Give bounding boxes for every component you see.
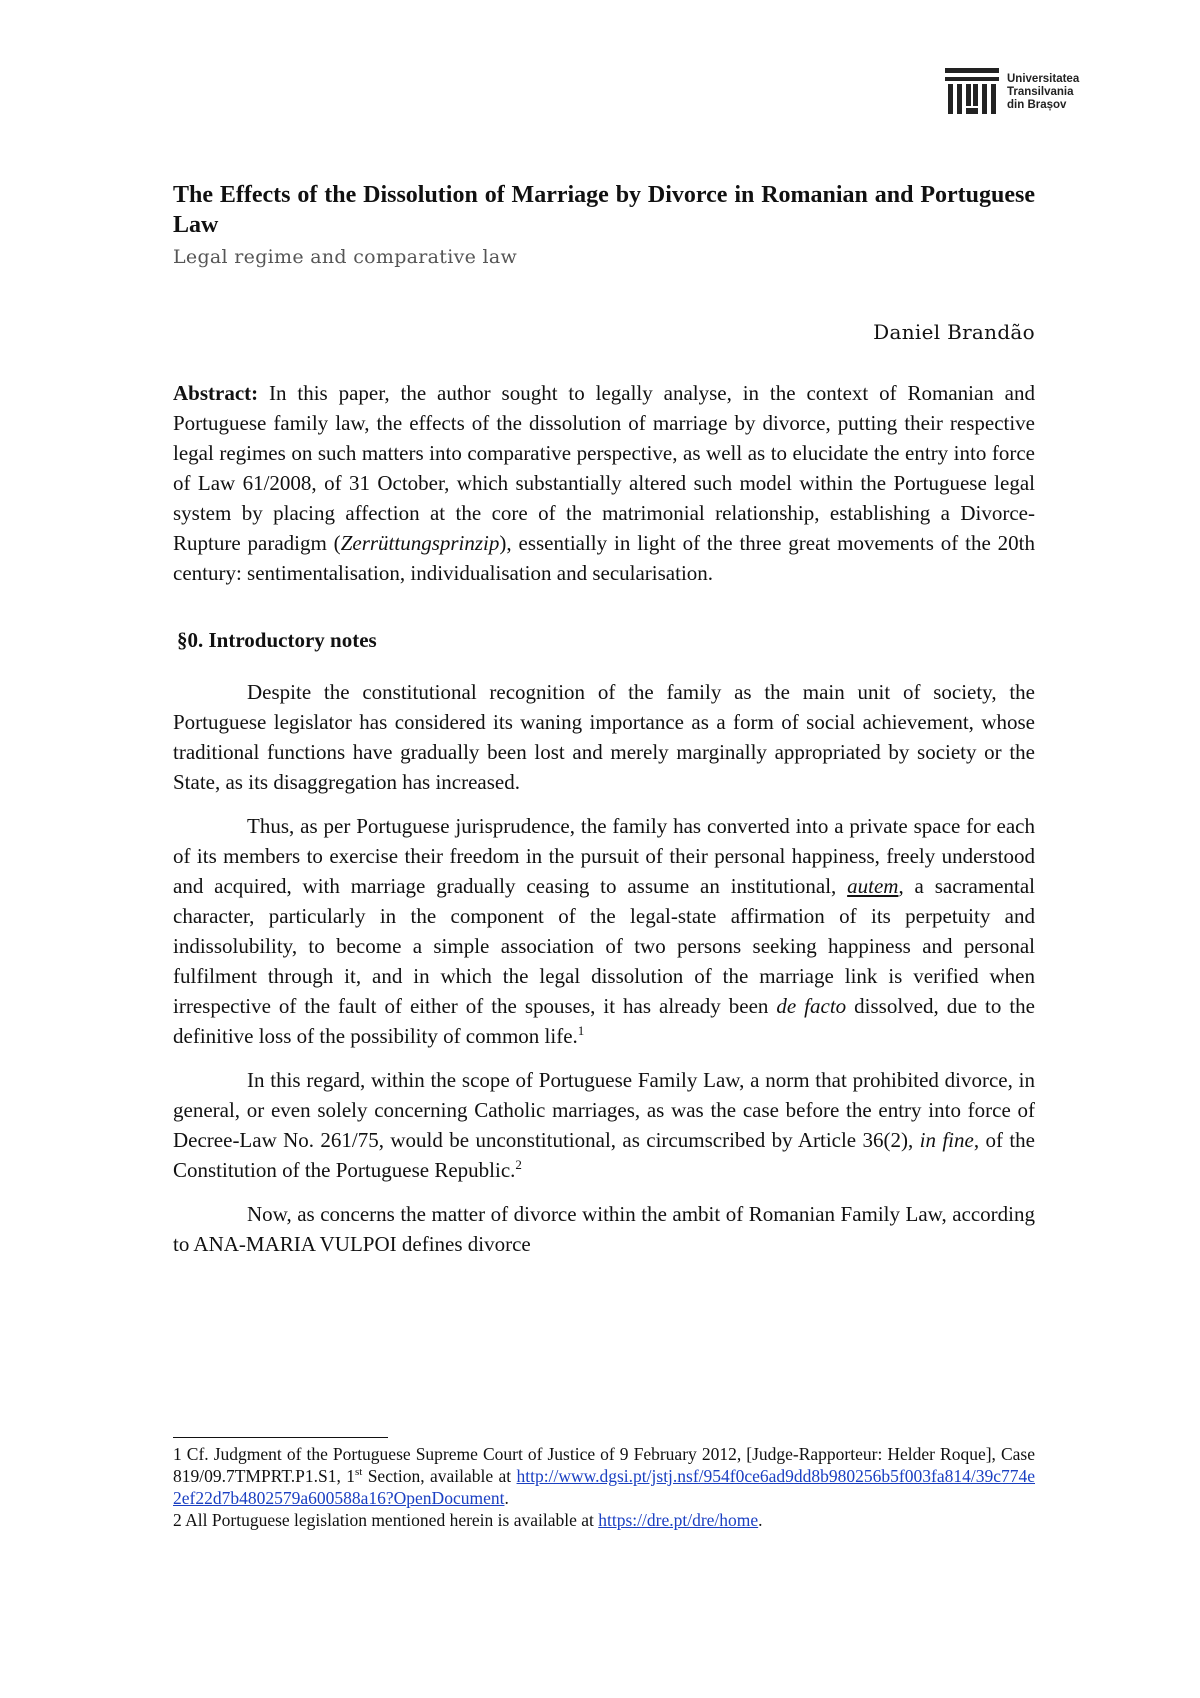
footnote-2-link[interactable]: https://dre.pt/dre/home [598, 1510, 759, 1530]
footnote-2: 2 All Portuguese legislation mentioned herein is available at https://dre.pt/dre/home. [173, 1510, 763, 1530]
footnote-1: 1 Cf. Judgment of the Portuguese Supreme Court of Justice of 9 February 2012, [Judge-Rapporteur: Helder Roque], Case 819/09.7TMPRT.P1.S1, 1st Section, available at http://www.dgsi.pt/jstj.nsf/954f0ce6ad9dd8b980256b5f003fa814/39c774e2ef22d7b4802579a600588a16?OpenDocument. [173, 1444, 1035, 1508]
abstract-label: Abstract: [173, 381, 259, 405]
paragraph-2: Thus, as per Portuguese jurisprudence, the family has converted into a private space for each of its members to exercise their freedom in the pursuit of their personal happiness, freely understood and acquired, with marriage gradually ceasing to assume an institutional, autem, a sacramental character, particularly in the component of the legal-state affirmation of its perpetuity and indissolubility, to become a simple association of two persons seeking happiness and personal fulfilment through it, and in which the legal dissolution of the marriage link is verified when irrespective of the fault of either of the spouses, it has already been de facto dissolved, due to the definitive loss of the possibility of common life.$^1$ [173, 814, 1035, 1048]
document-body [173, 180, 1035, 1259]
paragraph-1: Despite the constitutional recognition of the family as the main unit of society, the Portuguese legislator has considered its waning importance as a form of social achievement, whose traditional functions have gradually been lost and merely marginally appropriated by society or the State, as its disaggregation has increased. [173, 680, 1035, 794]
author-name: Daniel Brandão [873, 320, 1035, 344]
abstract: Abstract: In this paper, the author sought to legally analyse, in the context of Romanian and Portuguese family law, the effects of the dissolution of marriage by divorce, putting their respective legal regimes on such matters into comparative perspective, as well as to elucidate the entry into force of Law 61/2008, of 31 October, which substantially altered such model within the Portuguese legal system by placing affection at the core of the matrimonial relationship, establishing a Divorce-Rupture paradigm (Zerrüttungsprinzip), essentially in light of the three great movements of the 20th century: sentimentalisation, individualisation and secularisation. [173, 381, 1035, 585]
section-heading: §0. Introductory notes [177, 628, 377, 652]
footnote-ref-2[interactable]: 2 [515, 1157, 522, 1172]
university-columns-icon [945, 68, 999, 116]
paper-subtitle: Legal regime and comparative law [173, 246, 518, 268]
paper-title: The Effects of the Dissolution of Marriage by Divorce in Romanian and Portuguese Law [173, 182, 1035, 238]
university-name: Universitatea Transilvania din Brașov [1007, 72, 1080, 111]
footnote-separator [173, 1437, 388, 1438]
paragraph-4: Now, as concerns the matter of divorce within the ambit of Romanian Family Law, according to ANA-MARIA VULPOI defines divorce [173, 1202, 1035, 1256]
footnotes [173, 1443, 1035, 1531]
paragraph-3: In this regard, within the scope of Portuguese Family Law, a norm that prohibited divorce, in general, or even solely concerning Catholic marriages, as was the case before the entry into force of Decree-Law No. 261/75, would be unconstitutional, as circumscribed by Article 36(2), in fine, of the Constitution of the Portuguese Republic.$^2$ [173, 1068, 1035, 1182]
footnote-ref-1[interactable]: 1 [577, 1023, 585, 1038]
footnote-1-link[interactable]: http://www.dgsi.pt/jstj.nsf/954f0ce6ad9dd8b980256b5f003fa814/39c774e2ef22d7b4802579a600588a16?OpenDocument [173, 1466, 1035, 1508]
university-logo [945, 66, 1079, 118]
